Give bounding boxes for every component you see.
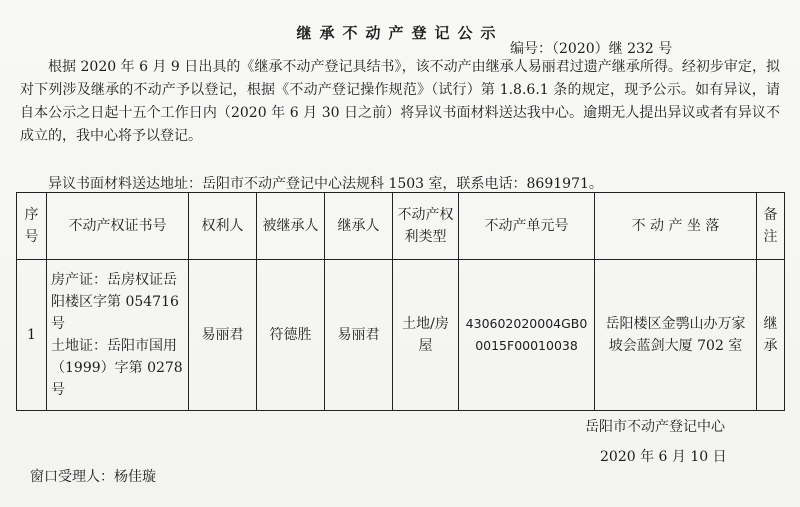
table-header-row <box>17 193 785 260</box>
cell-decedent: 符德胜 <box>257 260 325 411</box>
issue-date: 2020 年 6 月 10 日 <box>600 449 727 465</box>
header-cert: 不动产权证书号 <box>47 193 189 260</box>
issuer-name: 岳阳市不动产登记中心 <box>585 419 725 435</box>
header-decedent: 被继承人 <box>257 193 325 260</box>
registration-table <box>16 192 785 411</box>
cert-land: 土地证：岳阳市国用（1999）字第 0278 号 <box>51 338 183 398</box>
header-owner: 权利人 <box>189 193 257 260</box>
cell-unit-no: 430602020004GB00015F00010038 <box>459 260 595 411</box>
window-receiver: 窗口受理人：杨佳璇 <box>30 469 156 485</box>
cell-remark: 继承 <box>757 260 785 411</box>
objection-address-line: 异议书面材料送达地址：岳阳市不动产登记中心法规科 1503 室，联系电话：8691971。 <box>48 176 603 192</box>
cell-owner: 易丽君 <box>189 260 257 411</box>
cert-house: 房产证：岳房权证岳阳楼区字第 054716 号 <box>51 272 179 332</box>
header-unit-no: 不动产单元号 <box>459 193 595 260</box>
cell-heir: 易丽君 <box>325 260 393 411</box>
header-heir: 继承人 <box>325 193 393 260</box>
document-number: 编号：（2020）继 232 号 <box>510 41 673 57</box>
header-seq: 序号 <box>17 193 47 260</box>
announcement-paragraph: 根据 2020 年 6 月 9 日出具的《继承不动产登记具结书》，该不动产由继承人易丽君过遗产继承所得。经初步审定，拟对下列涉及继承的不动产予以登记，根据《不动产登记操作规范》（试行）第 1.8.6.1 条的规定，现予公示。如有异议，请自本公示之日起十五个工作日内（2020 年 6 月 30 日之前）将异议书面材料送达我中心。逾期无人提出异议或者有异议不成立的，我中心将予以登记。 <box>20 59 780 144</box>
cell-location: 岳阳楼区金鹗山办万家坡会蓝剑大厦 702 室 <box>595 260 757 411</box>
header-remark: 备注 <box>757 193 785 260</box>
header-location: 不 动 产 坐 落 <box>595 193 757 260</box>
cell-cert <box>47 260 189 411</box>
table-row <box>17 260 785 411</box>
header-right-type: 不动产权利类型 <box>393 193 459 260</box>
cell-seq: 1 <box>17 260 47 411</box>
cell-right-type: 土地/房屋 <box>393 260 459 411</box>
document-title: 继承不动产登记公示 <box>296 24 504 42</box>
